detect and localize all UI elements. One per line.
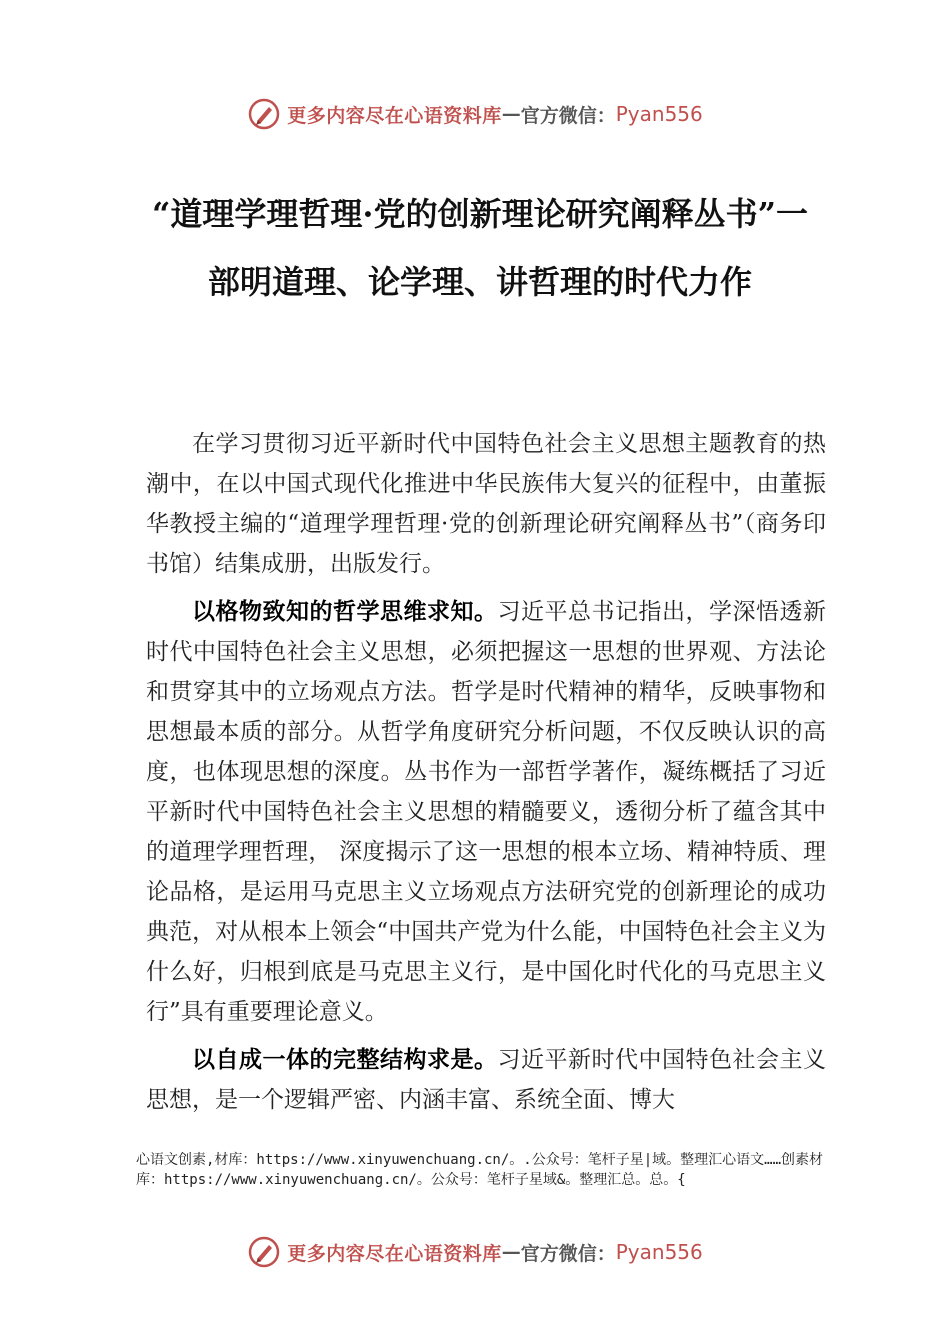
paragraph-2-text: 习近平总书记指出，学深悟透新时代中国特色社会主义思想，必须把握这一思想的世界观、方法论和贯穿其中的立场观点方法。哲学是时代精神的精华，反映事物和思想最本质的部分。从哲学角度研究分析问题，不仅反映认识的高度，也体现思想的深度。丛书作为一部哲学著作，凝练概括了习近平新时代中国特色社会主义思想的精髓要义，透彻分析了蕴含其中的道理学理哲理， 深度揭示了这一思想的根本立场、精神特质、理论品格，是运用马克思主义立场观点方法研究党的创新理论的成功典范，对从根本上领会“中国共产党为什么能，中国特色社会主义为什么好，归根到底是马克思主义行，是中国化时代化的马克思主义行”具有重要理论意义。 bbox=[146, 599, 826, 1025]
paragraph-1-text: 在学习贯彻习近平新时代中国特色社会主义思想主题教育的热潮中，在以中国式现代化推进中华民族伟大复兴的征程中，由董振华教授主编的“道理学理哲理·党的创新理论研究阐释丛书”（商务印书馆）结集成册，出版发行。 bbox=[146, 431, 826, 577]
pen-seal-icon bbox=[247, 1235, 281, 1269]
paragraph-2 bbox=[146, 592, 826, 1032]
banner-wechat-label: 官方微信： bbox=[520, 1242, 616, 1265]
paragraph-3-text: 习近平新时代中国特色社会主义思想，是一个逻辑严密、内涵丰富、系统全面、博大 bbox=[146, 1047, 826, 1113]
banner-separator: — bbox=[501, 1241, 521, 1263]
footnote-source-note: 心语文创素,材库：https://www.xinyuwenchuang.cn/。.公众号：笔杆子星|域。整理汇心语文……创素材库：https://www.xinyuwenchuang.cn/。公众号：笔杆子星域&。整理汇总。总。{ bbox=[136, 1152, 824, 1188]
banner-main-text: 更多内容尽在心语资料库 bbox=[287, 104, 502, 127]
banner-separator: — bbox=[501, 103, 521, 125]
top-watermark-banner bbox=[0, 94, 950, 134]
banner-wechat-id: Pyan556 bbox=[615, 102, 703, 126]
bottom-watermark-banner bbox=[0, 1232, 950, 1272]
banner-wechat-id: Pyan556 bbox=[615, 1240, 703, 1264]
banner-wechat-label: 官方微信： bbox=[520, 104, 616, 127]
paragraph-1 bbox=[146, 424, 826, 584]
paragraph-3 bbox=[146, 1040, 826, 1120]
document-title: “道理学理哲理·党的创新理论研究阐释丛书”一部明道理、论学理、讲哲理的时代力作 bbox=[152, 195, 808, 301]
document-body bbox=[146, 424, 826, 1128]
pen-seal-icon bbox=[247, 97, 281, 131]
paragraph-3-lead: 以自成一体的完整结构求是。 bbox=[192, 1047, 498, 1073]
banner-main-text: 更多内容尽在心语资料库 bbox=[287, 1242, 502, 1265]
paragraph-2-lead: 以格物致知的哲学思维求知。 bbox=[192, 599, 498, 625]
